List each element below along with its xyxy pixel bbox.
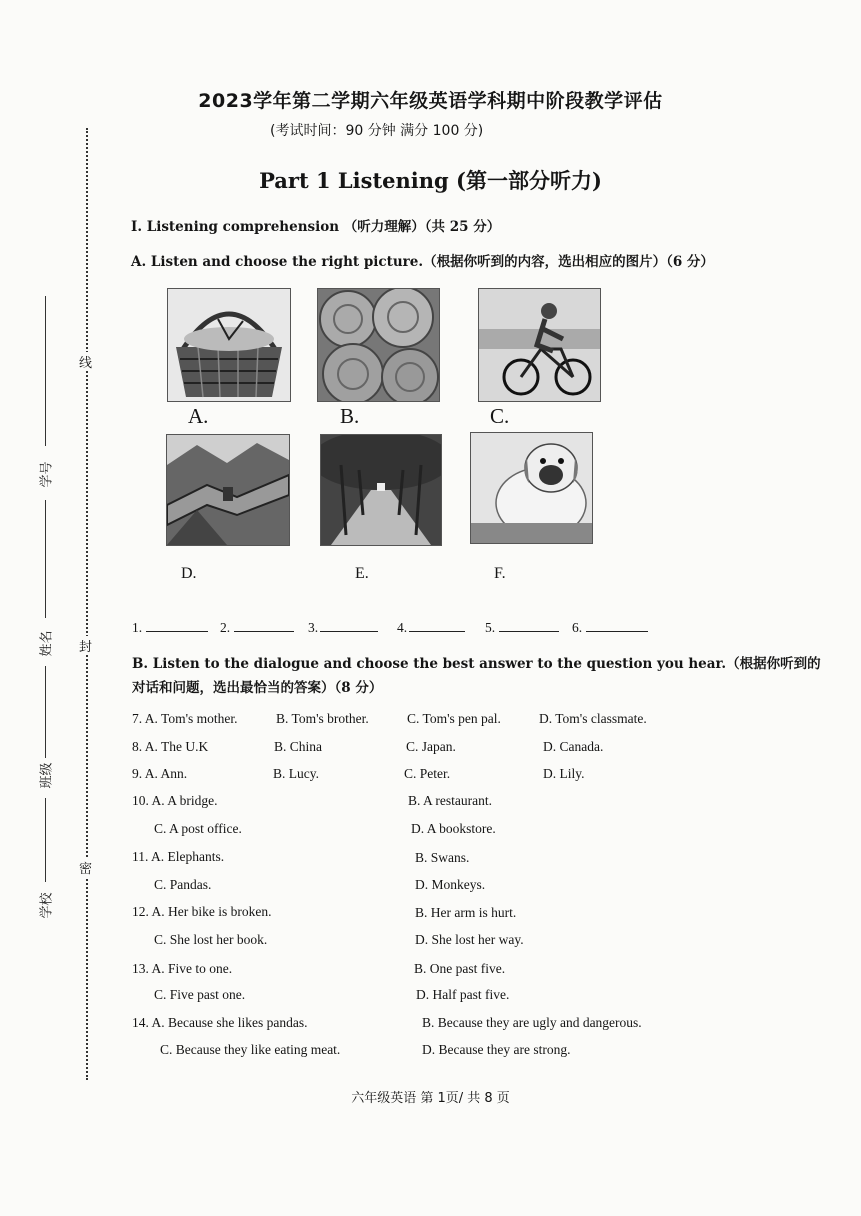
part-title: Part 1 Listening (第一部分听力)	[259, 168, 602, 193]
name-underline	[45, 500, 46, 618]
answer-blank-1-label: 1.	[132, 620, 143, 635]
question-10-option-c: C. A post office.	[154, 821, 242, 836]
question-8-option-b: B. China	[274, 739, 323, 754]
question-13-option-d: D. Half past five.	[416, 987, 510, 1002]
answer-blank-3[interactable]	[308, 620, 378, 636]
margin-number-label: 学号	[39, 461, 55, 488]
page-footer: 六年级英语 第 1页/ 共 8 页	[351, 1091, 510, 1106]
answer-blank-6-label: 6.	[572, 620, 583, 635]
answer-blank-2-line[interactable]	[234, 630, 294, 632]
binding-dotted-line	[86, 128, 88, 1080]
question-8-option-c: C. Japan.	[406, 739, 456, 754]
answer-blank-6-line[interactable]	[586, 630, 648, 632]
picture-label-c: C.	[490, 404, 510, 428]
picture-label-e: E.	[355, 565, 369, 582]
great-wall-picture	[166, 434, 290, 546]
question-7-option-a: 7. A. Tom's mother.	[132, 711, 238, 726]
question-13-option-a: 13. A. Five to one.	[132, 961, 233, 976]
question-7-option-c: C. Tom's pen pal.	[407, 711, 501, 726]
answer-blank-4-line[interactable]	[409, 630, 465, 632]
section-b-instructions-line2: 对话和问题，选出最恰当的答案）（8 分）	[132, 680, 383, 696]
question-10-option-d: D. A bookstore.	[411, 821, 496, 836]
basket-picture	[167, 288, 291, 402]
answer-blank-5[interactable]	[485, 620, 559, 636]
bread-picture	[317, 288, 440, 402]
answer-blank-5-label: 5.	[485, 620, 496, 635]
question-14-option-d: D. Because they are strong.	[422, 1042, 571, 1057]
exam-title: 2023学年第二学期六年级英语学科期中阶段教学评估	[198, 90, 663, 112]
question-11-option-d: D. Monkeys.	[415, 877, 486, 892]
picture-label-b: B.	[340, 404, 360, 428]
question-9-option-d: D. Lily.	[543, 766, 585, 781]
dog-picture	[470, 432, 593, 544]
answer-blank-3-label: 3.	[308, 620, 319, 635]
question-9-option-a: 9. A. Ann.	[132, 766, 188, 781]
answer-blank-1-line[interactable]	[146, 630, 208, 632]
question-12-option-c: C. She lost her book.	[154, 932, 268, 947]
margin-mi: 密	[79, 858, 92, 877]
picture-label-d: D.	[181, 565, 197, 582]
margin-name-label: 姓名	[39, 630, 55, 657]
question-10-option-b: B. A restaurant.	[408, 793, 492, 808]
question-11-option-b: B. Swans.	[415, 850, 470, 865]
question-12-option-b: B. Her arm is hurt.	[415, 905, 517, 920]
question-9-option-c: C. Peter.	[404, 766, 451, 781]
question-14-option-a: 14. A. Because she likes pandas.	[132, 1015, 308, 1030]
question-14-option-c: C. Because they like eating meat.	[160, 1042, 341, 1057]
question-7-option-b: B. Tom's brother.	[276, 711, 369, 726]
section-a-instructions: A. Listen and choose the right picture.（根据你听到的内容，选出相应的图片）（6 分）	[131, 254, 714, 270]
question-13-option-c: C. Five past one.	[154, 987, 246, 1002]
question-9-option-b: B. Lucy.	[273, 766, 319, 781]
section-listening-comprehension: I. Listening comprehension （听力理解）（共 25 分）	[131, 219, 501, 235]
margin-class-label: 班级	[39, 762, 55, 789]
cyclist-picture	[478, 288, 601, 402]
question-12-option-d: D. She lost her way.	[415, 932, 524, 947]
answer-blank-1[interactable]	[132, 620, 208, 636]
answer-blank-2-label: 2.	[220, 620, 231, 635]
school-underline	[45, 798, 46, 882]
question-13-option-b: B. One past five.	[414, 961, 506, 976]
margin-feng: 封	[79, 636, 92, 655]
question-11-option-a: 11. A. Elephants.	[132, 849, 225, 864]
question-14-option-b: B. Because they are ugly and dangerous.	[422, 1015, 642, 1030]
answer-blank-4[interactable]	[397, 620, 465, 636]
answer-blank-2[interactable]	[220, 620, 294, 636]
margin-xian: 线	[79, 352, 92, 371]
number-underline	[45, 296, 46, 446]
margin-school-label: 学校	[39, 892, 55, 919]
answer-blank-3-line[interactable]	[320, 630, 378, 632]
class-underline	[45, 666, 46, 758]
question-11-option-c: C. Pandas.	[154, 877, 212, 892]
section-b-instructions-line1: B. Listen to the dialogue and choose the best answer to the question you hear.（根据你听到的	[132, 656, 821, 672]
tree-road-picture	[320, 434, 442, 546]
question-12-option-a: 12. A. Her bike is broken.	[132, 904, 272, 919]
question-8-option-a: 8. A. The U.K	[132, 739, 209, 754]
answer-blank-4-label: 4.	[397, 620, 408, 635]
exam-subtitle: (考试时间：90 分钟 满分 100 分)	[270, 123, 484, 139]
answer-blank-6[interactable]	[572, 620, 648, 636]
picture-label-f: F.	[494, 565, 506, 582]
picture-label-a: A.	[188, 404, 209, 428]
answer-blank-5-line[interactable]	[499, 630, 559, 632]
question-8-option-d: D. Canada.	[543, 739, 604, 754]
question-7-option-d: D. Tom's classmate.	[539, 711, 647, 726]
question-10-option-a: 10. A. A bridge.	[132, 793, 218, 808]
